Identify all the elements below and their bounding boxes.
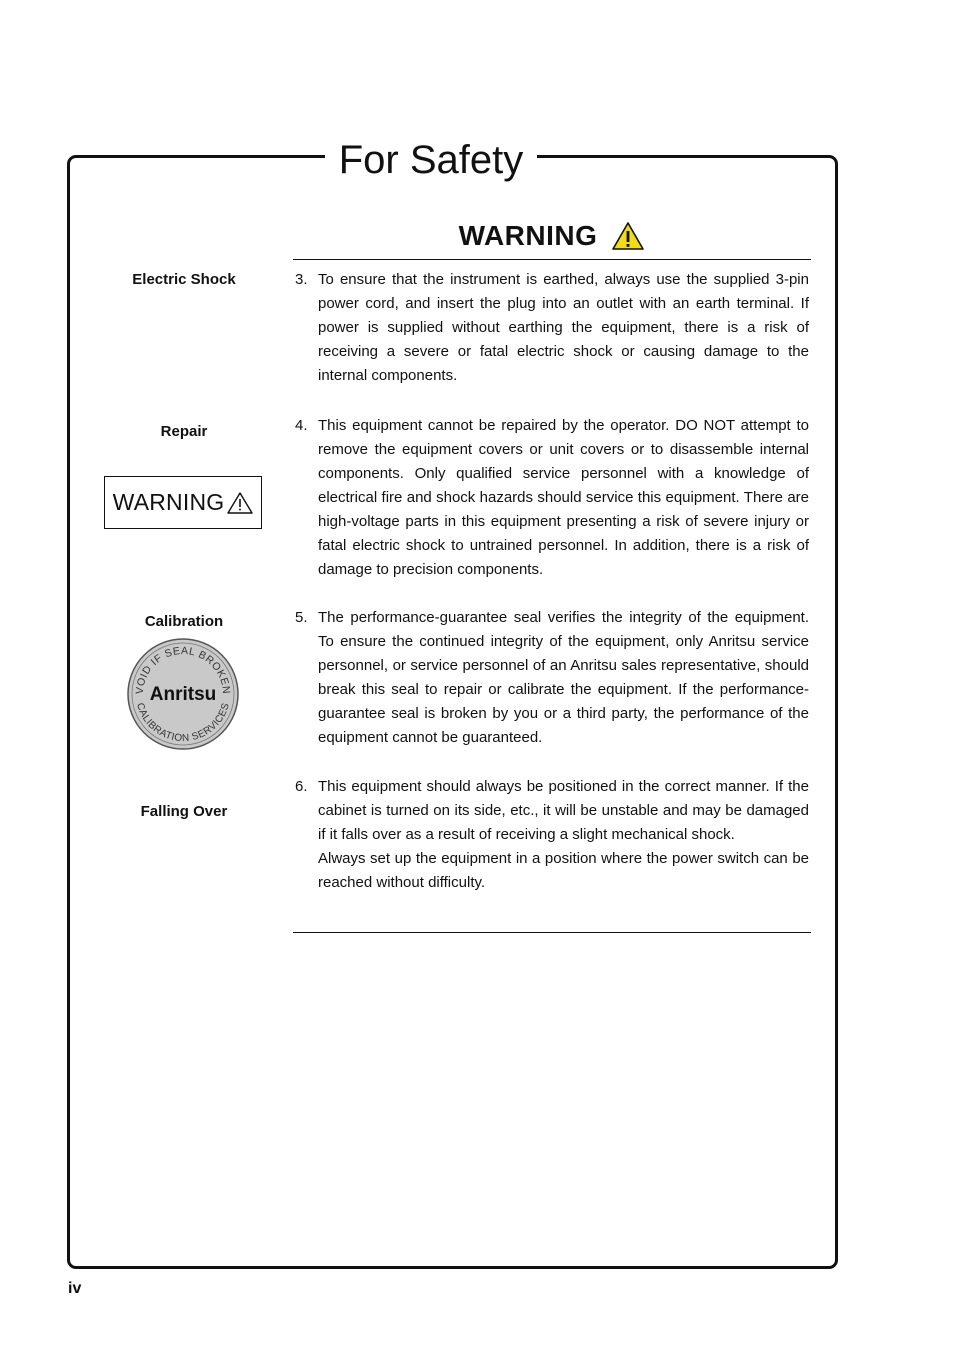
item-text: This equipment should always be positioned in the correct manner. If the cabinet is turned on its side, etc., it will be unstable and may be damaged if it falls over as a result of receiving a slight mechanical shock. xyxy=(318,778,809,843)
warning-label-text: WARNING xyxy=(112,489,225,515)
seal-top-text: VOID IF SEAL BROKEN xyxy=(133,644,233,695)
item-number: 5. xyxy=(295,609,308,626)
bottom-rule xyxy=(293,932,811,933)
warning-outline-triangle-icon xyxy=(227,491,253,515)
page-number: iv xyxy=(68,1280,82,1297)
list-item xyxy=(293,268,809,388)
item-number: 3. xyxy=(295,271,308,288)
item-text: The performance-guarantee seal verifies the integrity of the equipment. To ensure the continued integrity of the equipment, only Anritsu service personnel, or service personnel of an Anritsu sales representative, should break this seal to repair or calibrate the equipment. If the performance-guarantee seal is broken by you or a third party, the performance of the equipment cannot be guaranteed. xyxy=(318,609,809,746)
warning-heading xyxy=(293,213,811,259)
item-number: 6. xyxy=(295,778,308,795)
label-electric-shock: Electric Shock xyxy=(132,271,236,288)
item-text: To ensure that the instrument is earthed, always use the supplied 3-pin power cord, and insert the plug into an outlet with an earth terminal. If power is supplied without earthing the equipment, there is a risk of receiving a severe or fatal electric shock or causing damage to the internal components. xyxy=(318,271,809,384)
warning-triangle-icon xyxy=(611,221,645,251)
list-item xyxy=(293,606,809,750)
label-falling-over: Falling Over xyxy=(140,803,228,820)
page-title: For Safety xyxy=(338,138,524,182)
list-item xyxy=(293,775,809,895)
calibration-seal xyxy=(126,637,240,751)
label-calibration: Calibration xyxy=(144,613,224,630)
warning-label-box xyxy=(104,476,262,529)
heading-rule xyxy=(293,259,811,260)
item-number: 4. xyxy=(295,417,308,434)
warning-heading-text: WARNING xyxy=(458,220,598,251)
label-repair: Repair xyxy=(160,423,208,440)
item-text: This equipment cannot be repaired by the operator. DO NOT attempt to remove the equipment covers or unit covers or to disassemble internal components. Only qualified service personnel with a knowledge of electrical fire and shock hazards should service this equipment. There are high-voltage parts in this equipment presenting a risk of severe injury or fatal electric shock to untrained personnel. In addition, there is a risk of damage to precision components. xyxy=(318,417,809,578)
item-text: Always set up the equipment in a position where the power switch can be reached without difficulty. xyxy=(318,850,809,891)
seal-brand-logo: Anritsu xyxy=(149,684,217,705)
seal-bottom-text: CALIBRATION SERVICES xyxy=(134,701,232,745)
list-item xyxy=(293,414,809,582)
